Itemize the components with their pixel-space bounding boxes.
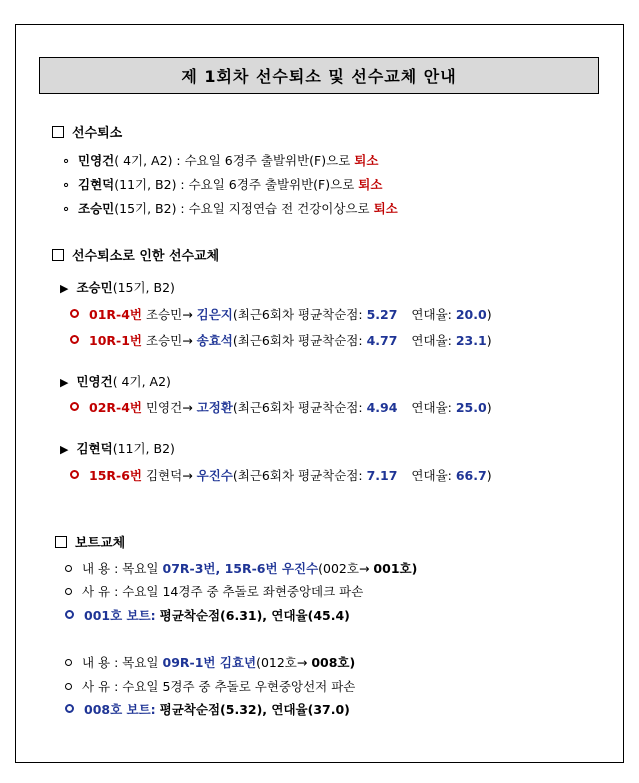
boat-reason-line: 사 유 : 수요일 14경주 중 추돌로 좌현중앙데크 파손	[65, 584, 363, 600]
section-boat-heading: 보트교체	[55, 536, 125, 552]
circle-bullet-icon	[65, 588, 72, 595]
replace-group-header: ▶ 민영건( 4기, A2)	[60, 374, 171, 389]
title-text: 제 1회차 선수퇴소 및 선수교체 안내	[181, 67, 457, 86]
boat-content-line: 내 용 : 목요일 07R-3번, 15R-6번 우진수(002호→ 001호)	[65, 561, 417, 577]
replace-row: 02R-4번 민영건→ 고정환(최근6회차 평균착순점: 4.94 연대율: 25.0)	[70, 400, 492, 416]
replace-row: 10R-1번 조승민→ 송효석(최근6회차 평균착순점: 4.77 연대율: 23.1)	[70, 333, 492, 349]
retire-item: ∘ 김현덕(11기, B2) : 수요일 6경주 출발위반(F)으로 퇴소	[62, 177, 383, 193]
retire-item: ∘ 민영건( 4기, A2) : 수요일 6경주 출발위반(F)으로 퇴소	[62, 153, 379, 169]
circle-bullet-icon	[65, 659, 72, 666]
triangle-right-icon: ▶	[60, 376, 69, 389]
boat-content-line: 내 용 : 목요일 09R-1번 김효년(012호→ 008호)	[65, 655, 355, 671]
page-title	[39, 57, 599, 94]
checkbox-square-icon	[55, 536, 67, 548]
section-retire-heading: 선수퇴소	[52, 126, 122, 142]
bullet-icon: ∘	[62, 178, 71, 193]
replace-row: 01R-4번 조승민→ 김은지(최근6회차 평균착순점: 5.27 연대율: 20.0)	[70, 307, 492, 323]
boat-reason-line: 사 유 : 수요일 5경주 중 추돌로 우현중앙선저 파손	[65, 679, 355, 695]
circle-bullet-icon	[70, 402, 79, 411]
circle-bullet-icon	[65, 704, 74, 713]
triangle-right-icon: ▶	[60, 282, 69, 295]
bullet-icon: ∘	[62, 202, 71, 217]
boat-stat-line: 001호 보트: 평균착순점(6.31), 연대율(45.4)	[65, 608, 350, 624]
boat-stat-line: 008호 보트: 평균착순점(5.32), 연대율(37.0)	[65, 702, 350, 718]
checkbox-square-icon	[52, 249, 64, 261]
circle-bullet-icon	[65, 610, 74, 619]
circle-bullet-icon	[70, 335, 79, 344]
checkbox-square-icon	[52, 126, 64, 138]
replace-group-header: ▶ 조승민(15기, B2)	[60, 280, 175, 295]
retire-item: ∘ 조승민(15기, B2) : 수요일 지정연습 전 건강이상으로 퇴소	[62, 201, 398, 217]
circle-bullet-icon	[70, 470, 79, 479]
circle-bullet-icon	[70, 309, 79, 318]
replace-group-header: ▶ 김현덕(11기, B2)	[60, 441, 175, 456]
circle-bullet-icon	[65, 683, 72, 690]
section-replace-heading: 선수퇴소로 인한 선수교체	[52, 249, 219, 265]
triangle-right-icon: ▶	[60, 443, 69, 456]
bullet-icon: ∘	[62, 154, 71, 169]
replace-row: 15R-6번 김현덕→ 우진수(최근6회차 평균착순점: 7.17 연대율: 66.7)	[70, 468, 492, 484]
circle-bullet-icon	[65, 565, 72, 572]
